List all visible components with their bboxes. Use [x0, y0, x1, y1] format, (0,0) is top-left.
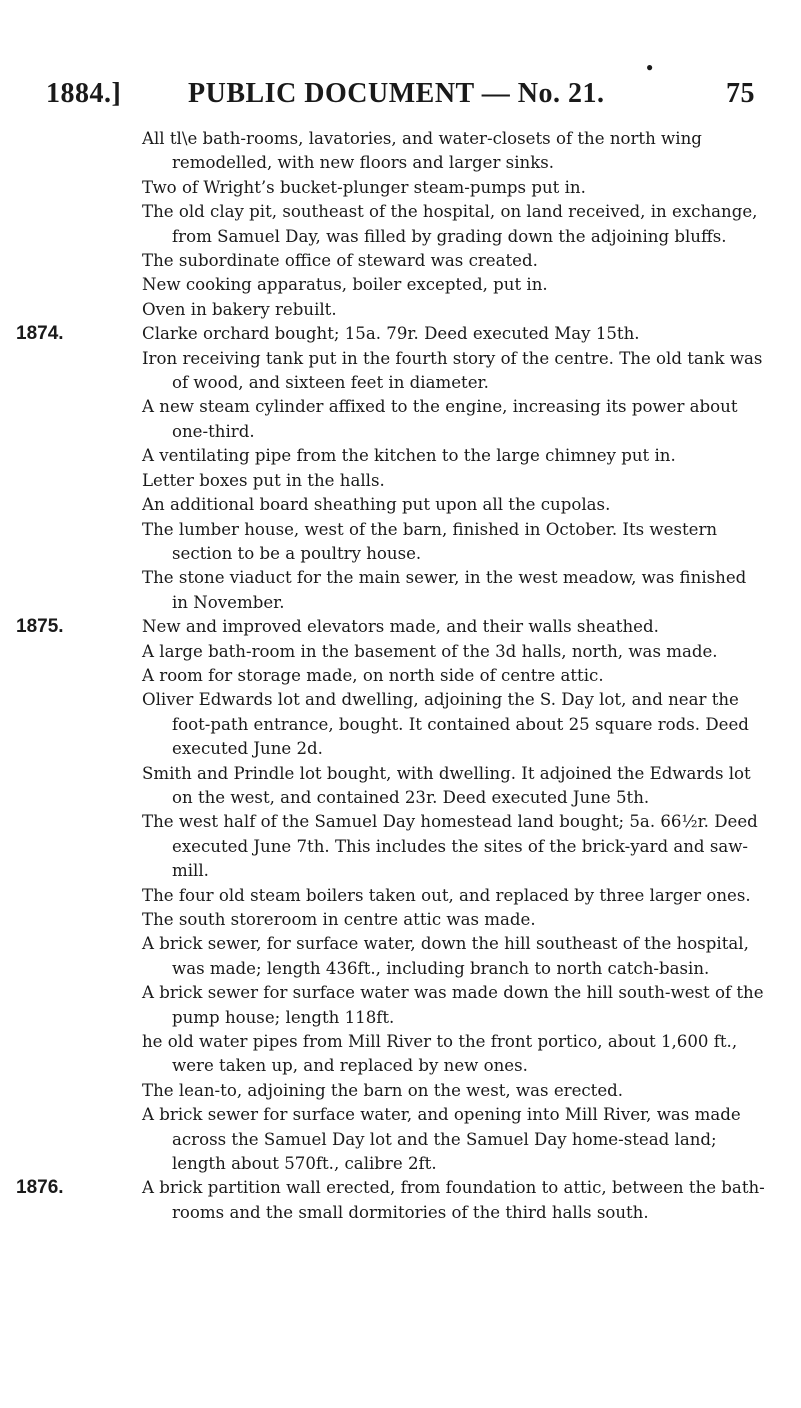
entry-text: A room for storage made, on north side of centre attic.	[142, 665, 604, 685]
entry-text: New cooking apparatus, boiler excepted, put in.	[142, 275, 548, 295]
entry-text: The lean-to, adjoining the barn on the west, was erected.	[142, 1080, 624, 1100]
entry-paragraph	[46, 249, 766, 273]
entry-text: A brick partition wall erected, from foundation to attic, between the bath-rooms and the small dormitories of the third halls south.	[142, 1178, 765, 1222]
entry-text: Oven in bakery rebuilt.	[142, 299, 337, 319]
entry-text: A large bath-room in the basement of the 3d halls, north, was made.	[142, 641, 718, 661]
entry-text: The old clay pit, southeast of the hospital, on land received, in exchange, from Samuel Day, was filled by grading down the adjoining bluffs.	[142, 202, 758, 246]
entry-paragraph	[46, 200, 766, 249]
entry-paragraph	[16, 615, 766, 639]
entry-paragraph	[16, 322, 766, 346]
entry-paragraph	[46, 298, 766, 322]
entry-paragraph	[46, 395, 766, 444]
page-number: 75	[726, 78, 755, 109]
header-title: PUBLIC DOCUMENT — No. 21.	[188, 78, 605, 109]
entry-text: A ventilating pipe from the kitchen to the large chimney put in.	[142, 446, 676, 466]
entry-paragraph	[16, 1176, 766, 1225]
entry-text: The south storeroom in centre attic was made.	[142, 910, 536, 929]
header-year: 1884.]	[46, 78, 122, 109]
entry-paragraph	[46, 127, 766, 176]
entry-text: The lumber house, west of the barn, finished in October. Its western section to be a poultry house.	[142, 519, 718, 563]
entry-paragraph	[46, 884, 766, 908]
entry-text: The stone viaduct for the main sewer, in the west meadow, was finished in November.	[142, 568, 747, 612]
entry-text: The subordinate office of steward was created.	[142, 251, 538, 271]
entry-text: Oliver Edwards lot and dwelling, adjoining the S. Day lot, and near the foot-path entrance, bought. It contained about 25 square rods. Deed executed June 2d.	[142, 690, 749, 759]
entry-text: A brick sewer for surface water was made down the hill south-west of the pump house; length 118ft.	[142, 983, 764, 1027]
entry-text: New and improved elevators made, and their walls sheathed.	[142, 617, 659, 637]
entry-paragraph	[46, 273, 766, 297]
entry-text: Letter boxes put in the halls.	[142, 470, 385, 490]
entry-text: The four old steam boilers taken out, and replaced by three larger ones.	[142, 885, 751, 905]
entry-text: A brick sewer, for surface water, down the hill southeast of the hospital, was made; length 436ft., including branch to north catch-basin.	[142, 934, 749, 978]
entry-text: A new steam cylinder affixed to the engine, increasing its power about one-third.	[142, 397, 738, 441]
entry-text: Smith and Prindle lot bought, with dwelling. It adjoined the Edwards lot on the west, and contained 23r. Deed executed June 5th.	[142, 763, 751, 807]
entry-paragraph	[46, 444, 766, 468]
entry-text: All tl\e bath-rooms, lavatories, and water-closets of the north wing remodelled, with new floors and larger sinks.	[142, 129, 702, 173]
entry-paragraph	[46, 347, 766, 396]
page-header	[46, 60, 761, 118]
entry-paragraph	[46, 810, 766, 883]
entry-text: Two of Wright’s bucket-plunger steam-pumps put in.	[142, 177, 586, 197]
entry-paragraph	[46, 688, 766, 761]
entry-paragraph	[46, 1079, 766, 1103]
entry-paragraph	[46, 908, 766, 932]
entry-text: Clarke orchard bought; 15a. 79r. Deed executed May 15th.	[142, 324, 640, 344]
entry-text: Iron receiving tank put in the fourth story of the centre. The old tank was of wood, and sixteen feet in diameter.	[142, 348, 763, 393]
entry-paragraph	[46, 566, 766, 615]
year-label: 1874.	[16, 323, 64, 345]
year-label: 1876.	[16, 1177, 64, 1199]
entry-paragraph	[46, 518, 766, 567]
entry-paragraph	[46, 176, 766, 200]
entry-paragraph	[46, 981, 766, 1030]
entry-paragraph	[46, 932, 766, 981]
entry-paragraph	[46, 469, 766, 493]
entry-paragraph	[46, 664, 766, 688]
entry-text: The west half of the Samuel Day homestead land bought; 5a. 66½r. Deed executed June 7th. This includes the sites of the brick-yard and saw-mill.	[142, 812, 758, 881]
entry-paragraph	[46, 1030, 766, 1079]
entry-text: he old water pipes from Mill River to the front portico, about 1,600 ft., were taken up, and replaced by new ones.	[142, 1032, 738, 1076]
entry-text: A brick sewer for surface water, and opening into Mill River, was made across the Samuel Day lot and the Samuel Day home-stead land; length about 570ft., calibre 2ft.	[142, 1105, 741, 1174]
entry-text: An additional board sheathing put upon all the cupolas.	[142, 495, 611, 515]
entry-paragraph	[46, 1103, 766, 1176]
entry-paragraph	[46, 493, 766, 517]
document-body	[16, 127, 766, 1225]
year-label: 1875.	[16, 616, 64, 638]
entry-paragraph	[46, 640, 766, 664]
ink-mark: ●	[646, 60, 654, 74]
entry-paragraph	[46, 762, 766, 811]
